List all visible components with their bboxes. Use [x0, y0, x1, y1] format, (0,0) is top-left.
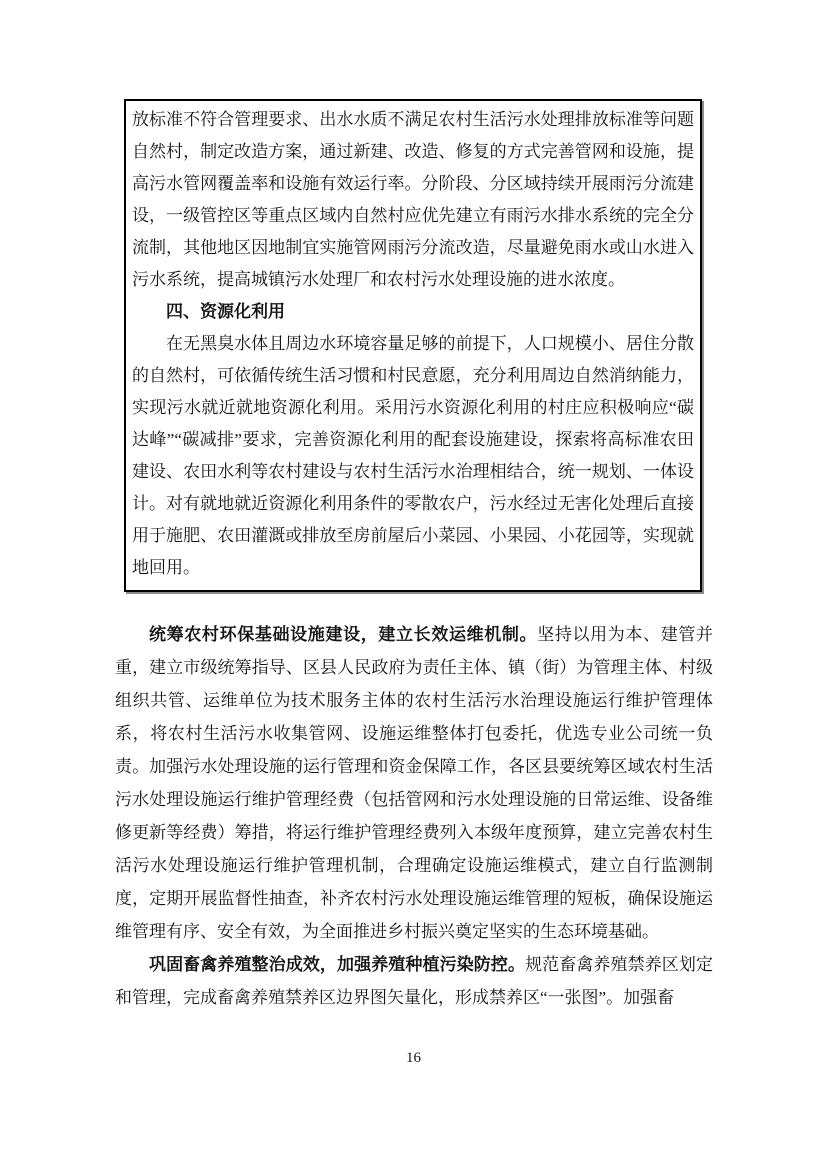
paragraph-bold-lead: 统筹农村环保基础设施建设，建立长效运维机制。 — [149, 625, 538, 644]
page-number: 16 — [406, 1050, 421, 1066]
boxed-paragraph-continuation: 放标准不符合管理要求、出水水质不满足农村生活污水处理排放标准等问题自然村，制定改造方案，通过新建、改造、修复的方式完善管网和设施，提高污水管网覆盖率和设施有效运行率。分阶段、分区域持续开展雨污分流建设，一级管控区等重点区域内自然村应优先建立有雨污水排水系统的完全分流制，其他地区因地制宜实施管网雨污分流改造，尽量避免雨水或山水进入污水系统，提高城镇污水处理厂和农村污水处理设施的进水浓度。 — [132, 110, 694, 289]
boxed-paragraph: 在无黑臭水体且周边水环境容量足够的前提下，人口规模小、居住分散的自然村，可依循传统生活习惯和村民意愿，充分利用周边自然消纳能力，实现污水就近就地资源化利用。采用污水资源化利用的村庄应积极响应“碳达峰”“碳减排”要求，完善资源化利用的配套设施建设，探索将高标准农田建设、农田水利等农村建设与农村生活污水治理相结合，统一规划、一体设计。对有就地就近资源化利用条件的零散农户，污水经过无害化处理后直接用于施肥、农田灌溉或排放至房前屋后小菜园、小果园、小花园等，实现就地回用。 — [132, 334, 694, 577]
main-text — [115, 618, 713, 1014]
paragraph-bold-lead: 巩固畜禽养殖整治成效，加强养殖种植污染防控。 — [149, 955, 526, 974]
paragraph-livestock-pollution — [115, 948, 713, 1014]
paragraph-body-text: 坚持以用为本、建管并重，建立市级统筹指导、区县人民政府为责任主体、镇（街）为管理主体、村级组织共管、运维单位为技术服务主体的农村生活污水治理设施运行维护管理体系，将农村生活污水收集管网、设施运维整体打包委托，优选专业公司统一负责。加强污水处理设施的运行管理和资金保障工作，各区县要统筹区域农村生活污水处理设施运行维护管理经费（包括管网和污水处理设施的日常运维、设备维修更新等经费）筹措，将运行维护管理经费列入本级年度预算，建立完善农村生活污水处理设施运行维护管理机制，合理确定设施运维模式，建立自行监测制度，定期开展监督性抽查，补齐农村污水处理设施运维管理的短板，确保设施运维管理有序、安全有效，为全面推进乡村振兴奠定坚实的生态环境基础。 — [115, 625, 714, 941]
paragraph-body-text: 规范畜禽养殖禁养区划定和管理，完成畜禽养殖禁养区边界图矢量化，形成禁养区“一张图”。加强畜 — [115, 955, 713, 1007]
paragraph-operations-maintenance — [115, 618, 713, 948]
boxed-section-heading: 四、资源化利用 — [166, 302, 285, 321]
boxed-section — [124, 99, 702, 592]
